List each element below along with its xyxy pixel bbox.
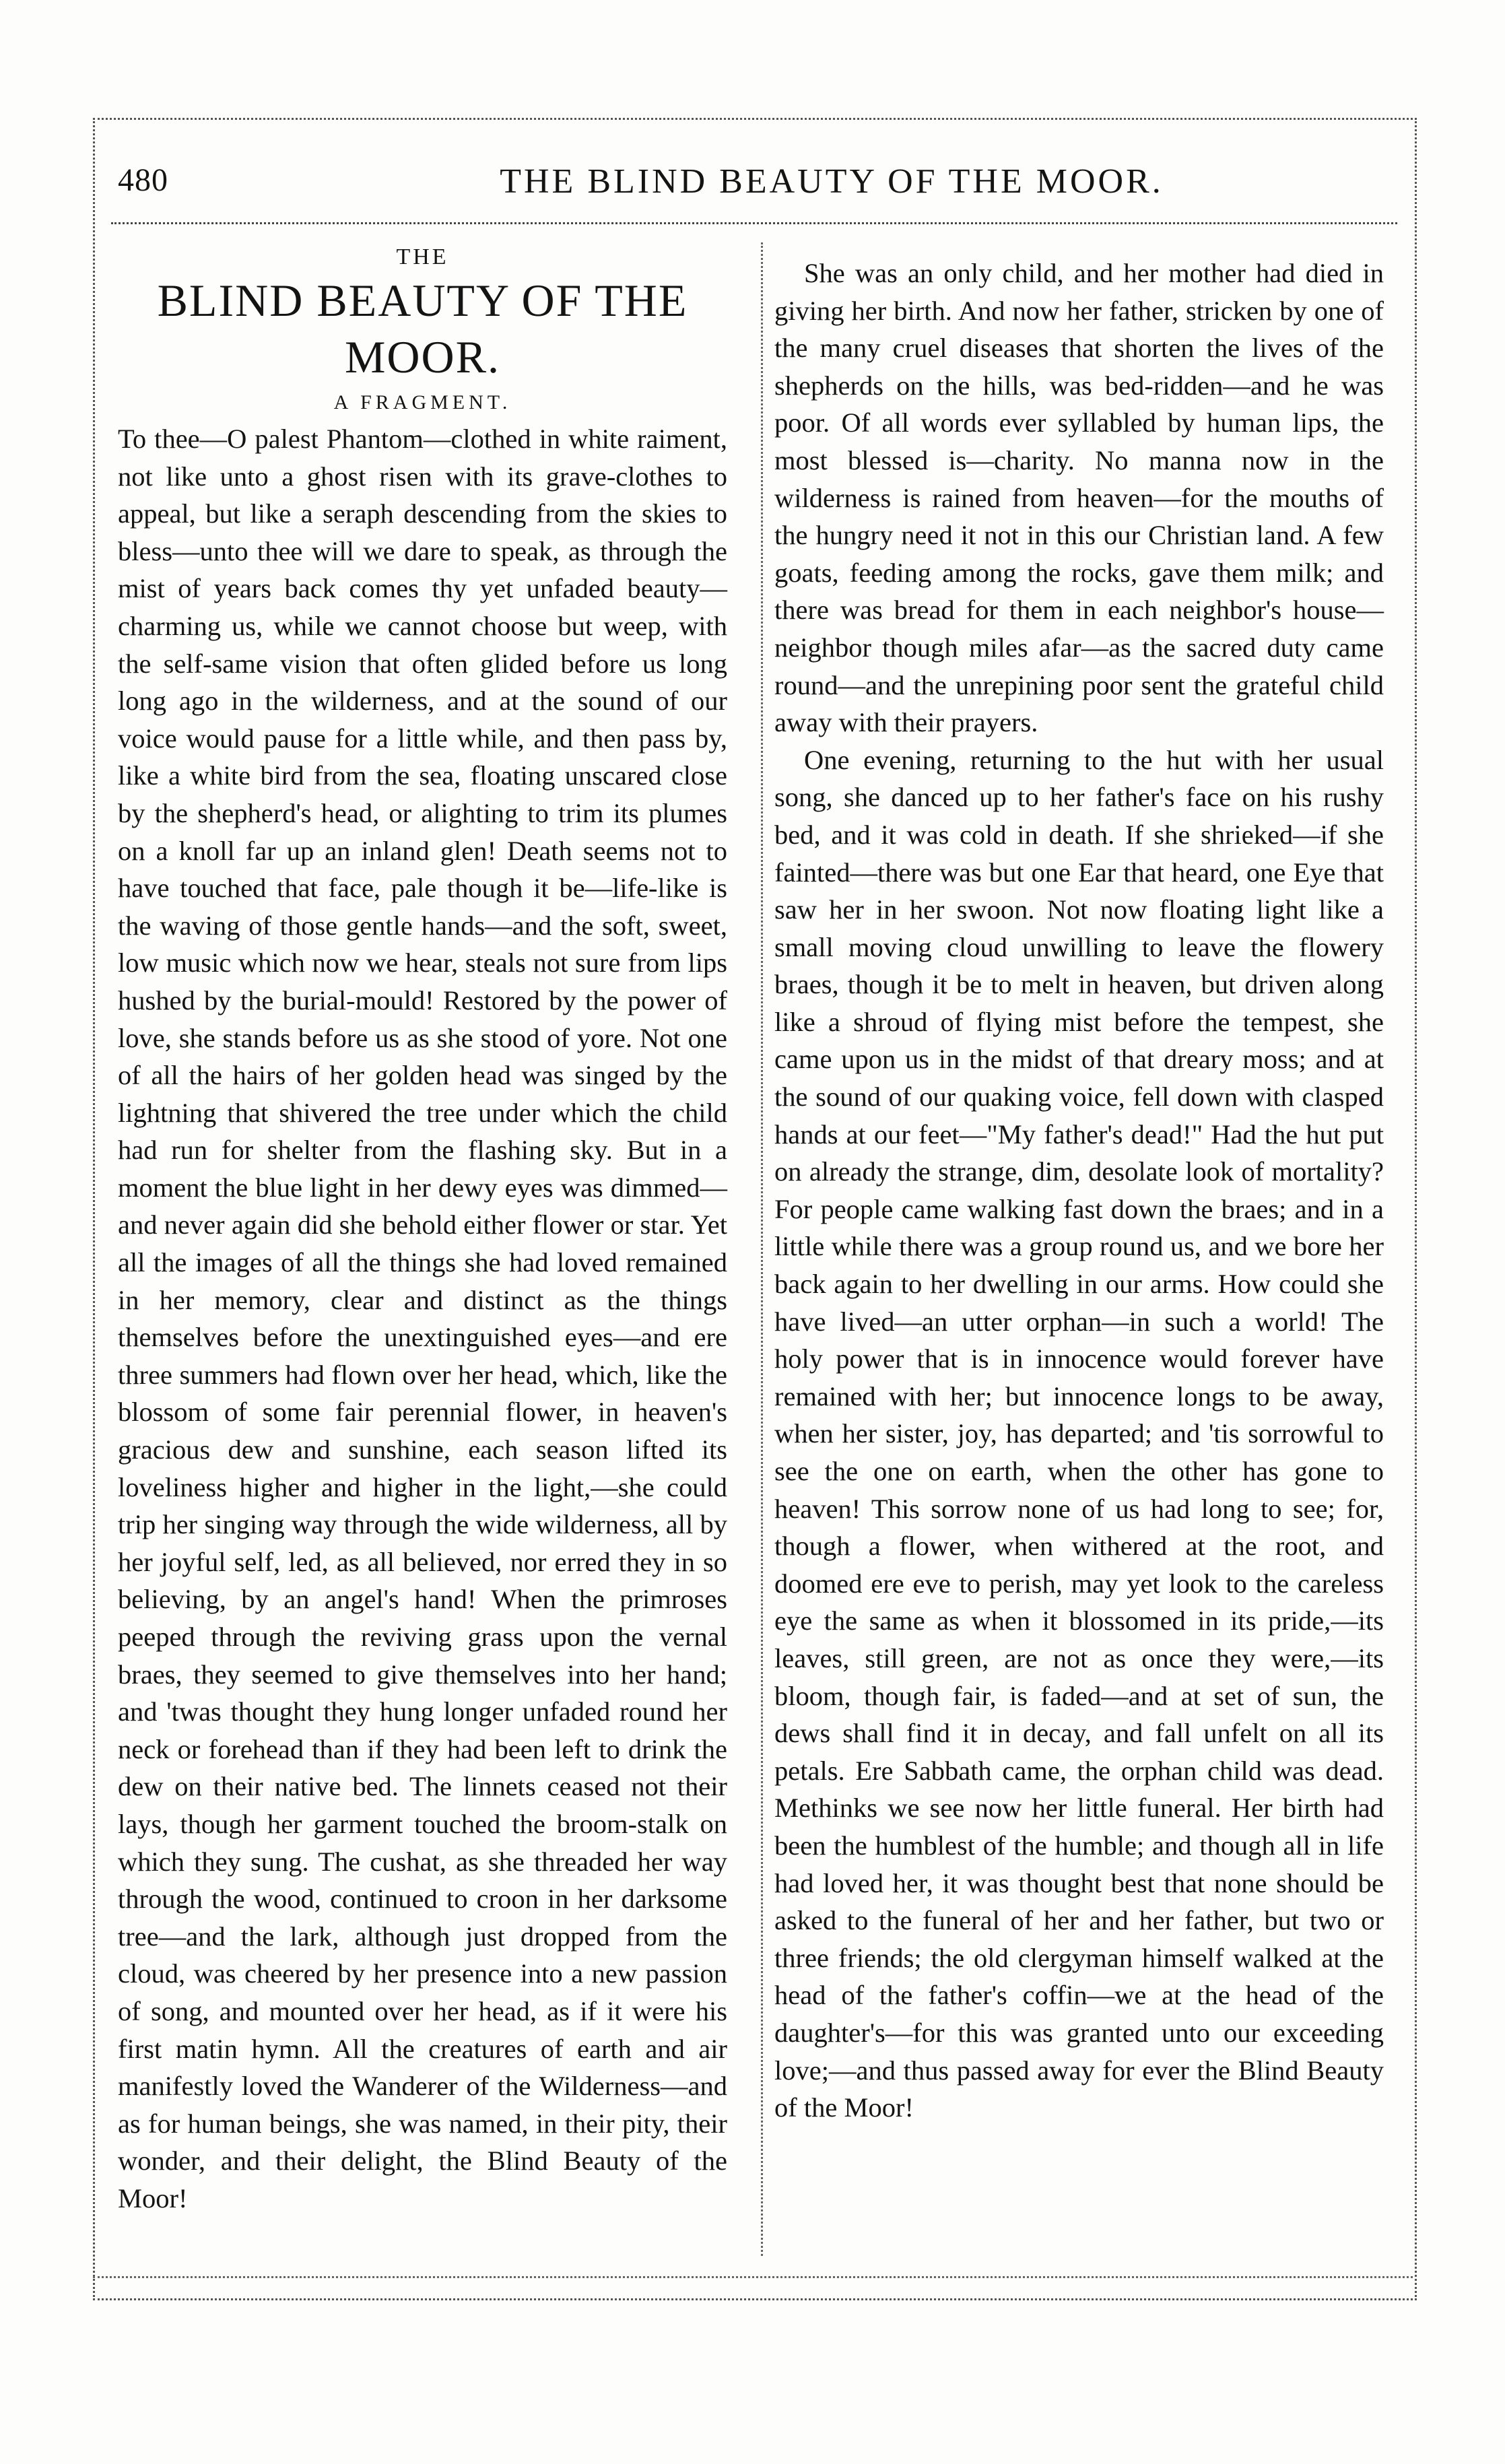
body-paragraph: One evening, returning to the hut with her usual song, she danced up to her father's face on his rushy bed, and it was cold in death. If she shrieked—if she fainted—there was but one Ear that heard, one Eye that saw her in her swoon. Not now floating light like a small moving cloud unwilling to leave the flowery braes, though it be to melt in heaven, but driven along like a shroud of flying mist before the tempest, she came upon us in the midst of that dreary moss; and at the sound of our quaking voice, fell down with clasped hands at our feet—"My father's dead!" Had the hut put on already the strange, dim, desolate look of mortality? For people came walking fast down the braes; and in a little while there was a group round us, and we bore her back again to her dwelling in our arms. How could she have lived—an utter orphan—in such a world! The holy power that is in innocence would forever have remained with her; but innocence longs to be away, when her sister, joy, has departed; and 'tis sorrowful to see the one on earth, when the other has gone to heaven! This sorrow none of us had long to see; for, though a flower, when withered at the root, and doomed ere eve to perish, may yet look to the careless eye the same as when it blossomed in its pride,—its leaves, still green, are not as once they were,—its bloom, though fair, is faded—and at set of sun, the dews shall find it in decay, and fall unfelt on all its petals. Ere Sabbath came, the orphan child was dead. Methinks we see now her little funeral. Her birth had been the humblest of the humble; and though all in life had loved her, it was thought best that none should be asked to the funeral of her and her father, but two or three friends; the old clergyman himself walked at the head of the father's coffin—we at the head of the daughter's—for this was granted unto our exceeding love;—and thus passed away for ever the Blind Beauty of the Moor! <box>774 744 1384 2123</box>
article-kicker: THE <box>396 244 449 269</box>
running-title: THE BLIND BEAUTY OF THE MOOR. <box>500 162 1164 201</box>
article-subtitle: A FRAGMENT. <box>333 391 512 413</box>
right-column <box>774 255 1384 2127</box>
body-paragraph: She was an only child, and her mother had died in giving her birth. And now her father, stricken by one of the many cruel diseases that shorten the lives of the shepherds on the hills, was bed-ridden—and he was poor. Of all words ever syllabled by human lips, the most blessed is—charity. No manna now in the wilderness is rained from heaven—for the mouths of the hungry need it not in this our Christian land. A few goats, feeding among the rocks, gave them milk; and there was bread for them in each neighbor's house—neighbor though miles afar—as the sacred duty came round—and the unrepining poor sent the grateful child away with their prayers. <box>774 258 1384 738</box>
article-title: BLIND BEAUTY OF THE MOOR. <box>157 275 688 382</box>
running-head <box>118 155 1384 209</box>
header-rule <box>111 222 1397 224</box>
column-divider <box>761 242 763 2256</box>
footer-rule <box>93 2276 1413 2278</box>
left-column <box>118 242 727 2218</box>
page-number: 480 <box>118 162 168 198</box>
body-paragraph: To thee—O palest Phantom—clothed in white raiment, not like unto a ghost risen with its grave-clothes to appeal, but like a seraph descending from the skies to bless—unto thee will we dare to speak, as through the mist of years back comes thy yet unfaded beauty—charming us, while we cannot choose but weep, with the self-same vision that often glided before us long long ago in the wilderness, and at the sound of our voice would pause for a little while, and then pass by, like a white bird from the sea, floating unscared close by the shepherd's head, or alighting to trim its plumes on a knoll far up an inland glen! Death seems not to have touched that face, pale though it be—life-like is the waving of those gentle hands—and the soft, sweet, low music which now we hear, steals not sure from lips hushed by the burial-mould! Restored by the power of love, she stands before us as she stood of yore. Not one of all the hairs of her golden head was singed by the lightning that shivered the tree under which the child had run for shelter from the flashing sky. But in a moment the blue light in her dewy eyes was dimmed—and never again did she behold either flower or star. Yet all the images of all the things she had loved remained in her memory, clear and distinct as the things themselves before the unextinguished eyes—and ere three summers had flown over her head, which, like the blossom of some fair perennial flower, in heaven's gracious dew and sunshine, each season lifted its loveliness higher and higher in the light,—she could trip her singing way through the wide wilderness, all by her joyful self, led, as all believed, nor erred they in so believing, by an angel's hand! When the primroses peeped through the reviving grass upon the vernal braes, they seemed to give themselves into her hand; and 'twas thought they hung longer unfaded round her neck or forehead than if they had been left to drink the dew on their native bed. The linnets ceased not their lays, though her garment touched the broom-stalk on which they sung. The cushat, as she threaded her way through the wood, continued to croon in her darksome tree—and the lark, although just dropped from the cloud, was cheered by her presence into a new passion of song, and mounted over her head, as if it were his first matin hymn. All the creatures of earth and air manifestly loved the Wanderer of the Wilderness—and as for human beings, she was named, in their pity, their wonder, and their delight, the Blind Beauty of the Moor! <box>118 424 727 2213</box>
